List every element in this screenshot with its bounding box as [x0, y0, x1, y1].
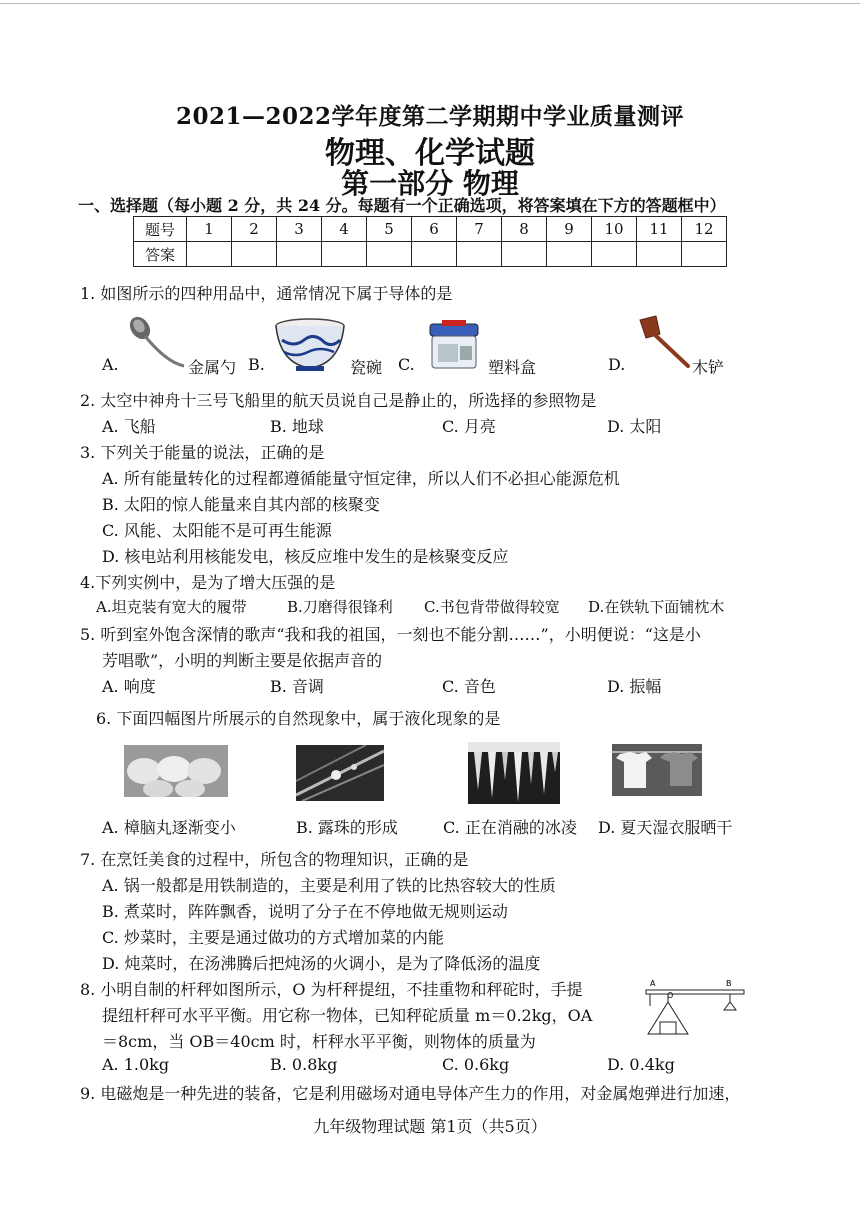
question-number-cell: 1 — [187, 217, 232, 242]
q4-option-c[interactable]: C.书包背带做得较宽 — [424, 598, 560, 616]
q4-option-d[interactable]: D.在铁轨下面铺枕木 — [588, 598, 725, 616]
q1-option-d-letter[interactable]: D. — [608, 355, 626, 374]
q8-option-a[interactable]: A. 1.0kg — [102, 1055, 170, 1074]
answer-cell[interactable] — [592, 242, 637, 267]
answer-cell[interactable] — [547, 242, 592, 267]
question-number-cell: 10 — [592, 217, 637, 242]
section-heading: 一、选择题（每小题 2 分，共 24 分。每题有一个正确选项，将答案填在下方的答题框中） — [78, 196, 726, 215]
question-number-cell: 2 — [232, 217, 277, 242]
q7-option-c[interactable]: C. 炒菜时，主要是通过做功的方式增加菜的内能 — [102, 928, 444, 947]
q8-stem-line1: 8. 小明自制的杆秤如图所示，O 为杆秤提纽，不挂重物和秤砣时，手提 — [80, 980, 583, 999]
q8-option-d[interactable]: D. 0.4kg — [607, 1055, 675, 1074]
q1-option-d-text: 木铲 — [692, 358, 725, 377]
exam-subject-title: 物理、化学试题 — [325, 136, 535, 171]
q5-option-a[interactable]: A. 响度 — [102, 677, 156, 696]
q1-option-c-letter[interactable]: C. — [398, 355, 415, 374]
q6-option-d[interactable]: D. 夏天湿衣服晒干 — [598, 818, 733, 837]
answer-cell[interactable] — [277, 242, 322, 267]
q2-option-b[interactable]: B. 地球 — [270, 417, 324, 436]
steelyard-diagram — [640, 976, 752, 1038]
q4-option-b[interactable]: B.刀磨得很锋利 — [287, 598, 393, 616]
q1-option-b-letter[interactable]: B. — [248, 355, 265, 374]
q4-option-a[interactable]: A.坦克装有宽大的履带 — [96, 598, 247, 616]
q1-option-c-text: 塑料盒 — [488, 358, 537, 377]
answer-table — [133, 216, 727, 267]
q3-option-b[interactable]: B. 太阳的惊人能量来自其内部的核聚变 — [102, 495, 380, 514]
q6-stem: 6. 下面四幅图片所展示的自然现象中，属于液化现象的是 — [96, 709, 501, 728]
q1-stem: 1. 如图所示的四种用品中，通常情况下属于导体的是 — [80, 284, 453, 303]
dew-drops-image — [296, 745, 384, 801]
q3-option-d[interactable]: D. 核电站利用核能发电，核反应堆中发生的是核聚变反应 — [102, 547, 509, 566]
q7-option-a[interactable]: A. 锅一般都是用铁制造的，主要是利用了铁的比热容较大的性质 — [102, 876, 556, 895]
q9-stem: 9. 电磁炮是一种先进的装备，它是利用磁场对通电导体产生力的作用，对金属炮弹进行加速， — [80, 1084, 741, 1103]
answer-cell[interactable] — [412, 242, 457, 267]
q6-option-a[interactable]: A. 樟脑丸逐渐变小 — [102, 818, 236, 837]
q3-option-c[interactable]: C. 风能、太阳能不是可再生能源 — [102, 521, 332, 540]
q5-stem-line1: 5. 听到室外饱含深情的歌声“我和我的祖国，一刻也不能分割……”，小明便说：“这是小 — [80, 625, 701, 644]
q8-stem-line2: 提纽杆秤可水平平衡。用它称一物体，已知秤砣质量 m＝0.2kg，OA — [102, 1006, 593, 1025]
q5-option-b[interactable]: B. 音调 — [270, 677, 324, 696]
question-number-cell: 5 — [367, 217, 412, 242]
answer-cell[interactable] — [637, 242, 682, 267]
table-header-number: 题号 — [134, 217, 187, 242]
q2-option-d[interactable]: D. 太阳 — [607, 417, 662, 436]
steelyard-label-a: A — [650, 979, 656, 988]
q1-option-a-letter[interactable]: A. — [102, 355, 119, 374]
drying-clothes-image — [612, 744, 702, 796]
answer-cell[interactable] — [187, 242, 232, 267]
q5-option-d[interactable]: D. 振幅 — [607, 677, 662, 696]
exam-title: 2021—2022学年度第二学期期中学业质量测评 — [175, 103, 685, 130]
q1-option-b-text: 瓷碗 — [350, 358, 383, 377]
question-number-cell: 7 — [457, 217, 502, 242]
q2-option-a[interactable]: A. 飞船 — [102, 417, 156, 436]
question-number-cell: 8 — [502, 217, 547, 242]
q8-stem-line3: ＝8cm，当 OB＝40cm 时，杆秤水平平衡，则物体的质量为 — [102, 1032, 536, 1051]
q7-stem: 7. 在烹饪美食的过程中，所包含的物理知识，正确的是 — [80, 850, 469, 869]
part-title: 第一部分 物理 — [341, 167, 519, 200]
answer-cell[interactable] — [682, 242, 727, 267]
steelyard-label-b: B — [726, 979, 732, 988]
q4-stem: 4.下列实例中，是为了增大压强的是 — [80, 573, 336, 592]
answer-cell[interactable] — [367, 242, 412, 267]
question-number-cell: 11 — [637, 217, 682, 242]
answer-cell[interactable] — [322, 242, 367, 267]
steelyard-label-o: O — [667, 991, 674, 1000]
q2-option-c[interactable]: C. 月亮 — [442, 417, 496, 436]
q2-stem: 2. 太空中神舟十三号飞船里的航天员说自己是静止的，所选择的参照物是 — [80, 391, 597, 410]
answer-cell[interactable] — [502, 242, 547, 267]
answer-cell[interactable] — [457, 242, 502, 267]
question-number-cell: 12 — [682, 217, 727, 242]
q6-option-c[interactable]: C. 正在消融的冰凌 — [443, 818, 577, 837]
question-number-cell: 9 — [547, 217, 592, 242]
question-number-cell: 3 — [277, 217, 322, 242]
top-rule — [0, 3, 860, 4]
q3-option-a[interactable]: A. 所有能量转化的过程都遵循能量守恒定律，所以人们不必担心能源危机 — [102, 469, 620, 488]
q8-option-b[interactable]: B. 0.8kg — [270, 1055, 338, 1074]
q1-option-a-text: 金属勺 — [188, 358, 237, 377]
question-number-cell: 4 — [322, 217, 367, 242]
metal-spoon-image — [126, 314, 188, 372]
q6-option-b[interactable]: B. 露珠的形成 — [296, 818, 398, 837]
q7-option-b[interactable]: B. 煮菜时，阵阵飘香，说明了分子在不停地做无规则运动 — [102, 902, 508, 921]
q7-option-d[interactable]: D. 炖菜时，在汤沸腾后把炖汤的火调小，是为了降低汤的温度 — [102, 954, 541, 973]
wooden-spatula-image — [636, 314, 692, 370]
page-footer: 九年级物理试题 第1页（共5页） — [313, 1117, 547, 1136]
porcelain-bowl-image — [274, 318, 346, 372]
answer-table-answer-row — [134, 242, 727, 267]
table-header-answer: 答案 — [134, 242, 187, 267]
q8-option-c[interactable]: C. 0.6kg — [442, 1055, 510, 1074]
q5-stem-line2: 芳唱歌”，小明的判断主要是依据声音的 — [102, 651, 383, 670]
question-number-cell: 6 — [412, 217, 457, 242]
camphor-balls-image — [124, 745, 228, 797]
plastic-box-image — [428, 318, 480, 370]
q3-stem: 3. 下列关于能量的说法，正确的是 — [80, 443, 325, 462]
melting-icicles-image — [468, 742, 560, 804]
answer-cell[interactable] — [232, 242, 277, 267]
q5-option-c[interactable]: C. 音色 — [442, 677, 496, 696]
answer-table-number-row — [134, 217, 727, 242]
